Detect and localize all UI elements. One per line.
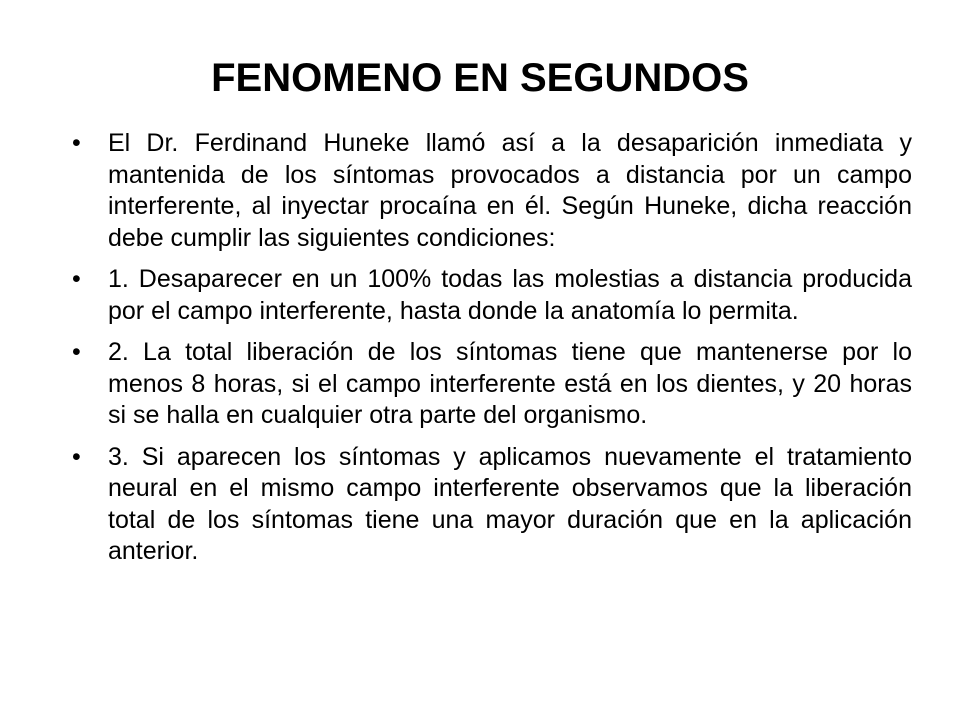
- bullet-marker: •: [72, 265, 81, 293]
- bullet-item-condition-1: [72, 264, 912, 327]
- bullet-text: El Dr. Ferdinand Huneke llamó así a la desaparición inmediata y mantenida de los síntomas provocados a distancia por un campo interferente, al inyectar procaína en él. Según Huneke, dicha reacción debe cumplir las siguientes condiciones:: [108, 129, 912, 252]
- slide-title: FENOMENO EN SEGUNDOS: [211, 56, 749, 100]
- bullet-marker: •: [72, 442, 81, 471]
- bullet-item-intro: [72, 128, 912, 254]
- bullet-item-condition-2: [72, 337, 912, 432]
- bullet-text: 1. Desaparecer en un 100% todas las molestias a distancia producida por el campo interferente, hasta donde la anatomía lo permita.: [108, 265, 912, 325]
- bullet-marker: •: [72, 129, 81, 157]
- bullet-marker: •: [72, 338, 81, 366]
- bullet-text: 3. Si aparecen los síntomas y aplicamos nuevamente el tratamiento neural en el mismo campo interferente observamos que la liberación total de los síntomas tiene una mayor duración que en la aplicación anterior.: [108, 442, 912, 565]
- bullet-text: 2. La total liberación de los síntomas tiene que mantenerse por lo menos 8 horas, si el campo interferente está en los dientes, y 20 horas si se halla en cualquier otra parte del organismo.: [108, 338, 912, 429]
- bullet-list: [72, 128, 912, 578]
- bullet-item-condition-3: [72, 442, 912, 568]
